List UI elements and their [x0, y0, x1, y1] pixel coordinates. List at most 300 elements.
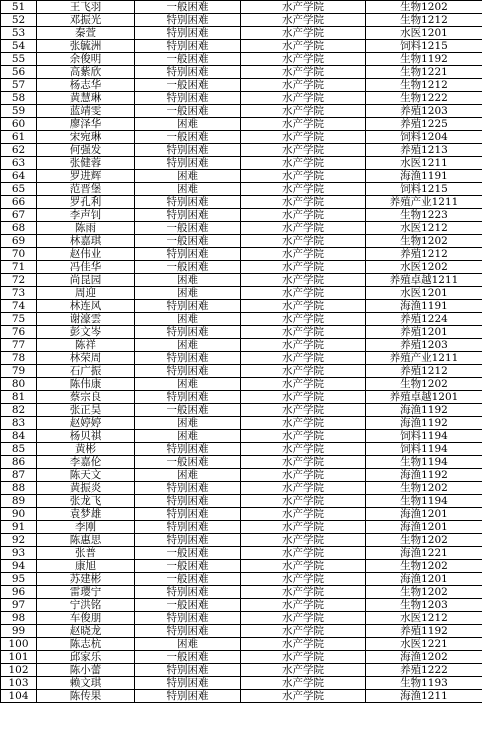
table-row	[1, 638, 482, 651]
college-cell: 水产学院	[241, 599, 366, 612]
row-number-cell: 58	[1, 92, 37, 105]
student-name-cell: 宋宛琳	[37, 131, 135, 144]
row-number-cell: 57	[1, 79, 37, 92]
table-row	[1, 547, 482, 560]
row-number-cell: 79	[1, 365, 37, 378]
class-name-cell: 饲料1204	[366, 131, 482, 144]
class-name-cell: 生物1194	[366, 495, 482, 508]
table-row	[1, 651, 482, 664]
table-row	[1, 430, 482, 443]
college-cell: 水产学院	[241, 534, 366, 547]
class-name-cell: 海渔1201	[366, 521, 482, 534]
row-number-cell: 72	[1, 274, 37, 287]
row-number-cell: 69	[1, 235, 37, 248]
row-number-cell: 85	[1, 443, 37, 456]
difficulty-level-cell: 一般困难	[135, 235, 241, 248]
row-number-cell: 67	[1, 209, 37, 222]
college-cell: 水产学院	[241, 664, 366, 677]
class-name-cell: 海渔1211	[366, 690, 482, 703]
row-number-cell: 61	[1, 131, 37, 144]
class-name-cell: 海渔1201	[366, 573, 482, 586]
table-row	[1, 300, 482, 313]
class-name-cell: 养殖产业1211	[366, 196, 482, 209]
table-row	[1, 183, 482, 196]
row-number-cell: 94	[1, 560, 37, 573]
table-row	[1, 222, 482, 235]
table-row	[1, 404, 482, 417]
table-row	[1, 27, 482, 40]
college-cell: 水产学院	[241, 235, 366, 248]
college-cell: 水产学院	[241, 79, 366, 92]
row-number-cell: 98	[1, 612, 37, 625]
table-row	[1, 495, 482, 508]
college-cell: 水产学院	[241, 261, 366, 274]
difficulty-level-cell: 一般困难	[135, 651, 241, 664]
student-name-cell: 余俊明	[37, 53, 135, 66]
table-row	[1, 92, 482, 105]
table-row	[1, 417, 482, 430]
class-name-cell: 海渔1191	[366, 300, 482, 313]
college-cell: 水产学院	[241, 482, 366, 495]
student-name-cell: 李嘉伦	[37, 456, 135, 469]
college-cell: 水产学院	[241, 586, 366, 599]
row-number-cell: 53	[1, 27, 37, 40]
college-cell: 水产学院	[241, 352, 366, 365]
table-row	[1, 339, 482, 352]
college-cell: 水产学院	[241, 651, 366, 664]
table-row	[1, 14, 482, 27]
student-name-cell: 何强发	[37, 144, 135, 157]
college-cell: 水产学院	[241, 1, 366, 14]
class-name-cell: 生物1202	[366, 560, 482, 573]
student-name-cell: 陈伟康	[37, 378, 135, 391]
row-number-cell: 68	[1, 222, 37, 235]
class-name-cell: 水医1212	[366, 612, 482, 625]
table-row	[1, 534, 482, 547]
class-name-cell: 饲料1215	[366, 40, 482, 53]
row-number-cell: 52	[1, 14, 37, 27]
row-number-cell: 59	[1, 105, 37, 118]
college-cell: 水产学院	[241, 638, 366, 651]
table-row	[1, 469, 482, 482]
class-name-cell: 海渔1192	[366, 417, 482, 430]
college-cell: 水产学院	[241, 14, 366, 27]
college-cell: 水产学院	[241, 625, 366, 638]
class-name-cell: 生物1202	[366, 378, 482, 391]
college-cell: 水产学院	[241, 313, 366, 326]
difficulty-level-cell: 一般困难	[135, 560, 241, 573]
table-row	[1, 40, 482, 53]
student-name-cell: 赵晓龙	[37, 625, 135, 638]
row-number-cell: 91	[1, 521, 37, 534]
college-cell: 水产学院	[241, 144, 366, 157]
difficulty-level-cell: 困难	[135, 118, 241, 131]
difficulty-level-cell: 特别困难	[135, 612, 241, 625]
student-name-cell: 李声钊	[37, 209, 135, 222]
difficulty-level-cell: 特别困难	[135, 625, 241, 638]
table-row	[1, 391, 482, 404]
difficulty-level-cell: 特别困难	[135, 352, 241, 365]
table-row	[1, 508, 482, 521]
student-name-cell: 林连风	[37, 300, 135, 313]
row-number-cell: 60	[1, 118, 37, 131]
class-name-cell: 生物1193	[366, 677, 482, 690]
student-name-cell: 黄慧琳	[37, 92, 135, 105]
college-cell: 水产学院	[241, 378, 366, 391]
student-name-cell: 罗进辉	[37, 170, 135, 183]
class-name-cell: 养殖1225	[366, 118, 482, 131]
difficulty-level-cell: 特别困难	[135, 92, 241, 105]
row-number-cell: 74	[1, 300, 37, 313]
college-cell: 水产学院	[241, 456, 366, 469]
class-name-cell: 生物1212	[366, 79, 482, 92]
table-row	[1, 79, 482, 92]
row-number-cell: 70	[1, 248, 37, 261]
student-name-cell: 石广振	[37, 365, 135, 378]
table-row	[1, 560, 482, 573]
class-name-cell: 水医1202	[366, 261, 482, 274]
table-row	[1, 170, 482, 183]
difficulty-level-cell: 特别困难	[135, 690, 241, 703]
class-name-cell: 生物1212	[366, 14, 482, 27]
college-cell: 水产学院	[241, 326, 366, 339]
difficulty-level-cell: 一般困难	[135, 599, 241, 612]
college-cell: 水产学院	[241, 300, 366, 313]
table-row	[1, 573, 482, 586]
college-cell: 水产学院	[241, 365, 366, 378]
student-table-body	[1, 1, 482, 703]
table-row	[1, 287, 482, 300]
difficulty-level-cell: 困难	[135, 183, 241, 196]
row-number-cell: 93	[1, 547, 37, 560]
college-cell: 水产学院	[241, 105, 366, 118]
row-number-cell: 71	[1, 261, 37, 274]
difficulty-level-cell: 困难	[135, 313, 241, 326]
college-cell: 水产学院	[241, 157, 366, 170]
class-name-cell: 养殖1212	[366, 248, 482, 261]
class-name-cell: 生物1192	[366, 53, 482, 66]
class-name-cell: 水医1201	[366, 287, 482, 300]
row-number-cell: 100	[1, 638, 37, 651]
class-name-cell: 水医1201	[366, 27, 482, 40]
table-row	[1, 482, 482, 495]
college-cell: 水产学院	[241, 495, 366, 508]
difficulty-level-cell: 困难	[135, 638, 241, 651]
student-name-cell: 杨贝祺	[37, 430, 135, 443]
difficulty-level-cell: 困难	[135, 417, 241, 430]
student-name-cell: 陈小蕾	[37, 664, 135, 677]
student-name-cell: 苏建彬	[37, 573, 135, 586]
class-name-cell: 养殖1222	[366, 664, 482, 677]
class-name-cell: 养殖产业1211	[366, 352, 482, 365]
class-name-cell: 养殖1203	[366, 339, 482, 352]
row-number-cell: 88	[1, 482, 37, 495]
row-number-cell: 56	[1, 66, 37, 79]
class-name-cell: 养殖1201	[366, 326, 482, 339]
table-row	[1, 664, 482, 677]
college-cell: 水产学院	[241, 196, 366, 209]
row-number-cell: 101	[1, 651, 37, 664]
student-name-cell: 陈志杭	[37, 638, 135, 651]
table-row	[1, 326, 482, 339]
table-row	[1, 144, 482, 157]
table-row	[1, 53, 482, 66]
table-row	[1, 1, 482, 14]
student-name-cell: 冯佳华	[37, 261, 135, 274]
difficulty-level-cell: 一般困难	[135, 222, 241, 235]
row-number-cell: 63	[1, 157, 37, 170]
student-name-cell: 范晋堡	[37, 183, 135, 196]
class-name-cell: 养殖卓越1211	[366, 274, 482, 287]
class-name-cell: 海渔1221	[366, 547, 482, 560]
table-row	[1, 352, 482, 365]
row-number-cell: 92	[1, 534, 37, 547]
row-number-cell: 77	[1, 339, 37, 352]
row-number-cell: 103	[1, 677, 37, 690]
college-cell: 水产学院	[241, 573, 366, 586]
table-row	[1, 209, 482, 222]
difficulty-level-cell: 特别困难	[135, 482, 241, 495]
table-row	[1, 118, 482, 131]
student-name-cell: 林嘉琪	[37, 235, 135, 248]
table-row	[1, 105, 482, 118]
table-row	[1, 196, 482, 209]
row-number-cell: 75	[1, 313, 37, 326]
row-number-cell: 73	[1, 287, 37, 300]
class-name-cell: 生物1221	[366, 66, 482, 79]
class-name-cell: 生物1202	[366, 586, 482, 599]
table-row	[1, 66, 482, 79]
student-name-cell: 罗孔利	[37, 196, 135, 209]
table-row	[1, 235, 482, 248]
difficulty-level-cell: 一般困难	[135, 79, 241, 92]
difficulty-level-cell: 一般困难	[135, 456, 241, 469]
row-number-cell: 86	[1, 456, 37, 469]
class-name-cell: 生物1202	[366, 534, 482, 547]
college-cell: 水产学院	[241, 521, 366, 534]
difficulty-level-cell: 困难	[135, 287, 241, 300]
row-number-cell: 83	[1, 417, 37, 430]
difficulty-level-cell: 困难	[135, 274, 241, 287]
college-cell: 水产学院	[241, 391, 366, 404]
student-name-cell: 雷璎宁	[37, 586, 135, 599]
row-number-cell: 87	[1, 469, 37, 482]
class-name-cell: 饲料1194	[366, 430, 482, 443]
difficulty-level-cell: 特别困难	[135, 677, 241, 690]
class-name-cell: 生物1202	[366, 1, 482, 14]
row-number-cell: 51	[1, 1, 37, 14]
student-name-cell: 尚昆园	[37, 274, 135, 287]
student-name-cell: 杨志华	[37, 79, 135, 92]
class-name-cell: 养殖1212	[366, 365, 482, 378]
student-name-cell: 陈祥	[37, 339, 135, 352]
class-name-cell: 养殖1203	[366, 105, 482, 118]
row-number-cell: 65	[1, 183, 37, 196]
difficulty-level-cell: 特别困难	[135, 521, 241, 534]
difficulty-level-cell: 特别困难	[135, 40, 241, 53]
row-number-cell: 64	[1, 170, 37, 183]
student-name-cell: 彭文岑	[37, 326, 135, 339]
class-name-cell: 养殖1224	[366, 313, 482, 326]
row-number-cell: 102	[1, 664, 37, 677]
difficulty-level-cell: 特别困难	[135, 664, 241, 677]
student-name-cell: 陈传果	[37, 690, 135, 703]
table-row	[1, 599, 482, 612]
difficulty-level-cell: 困难	[135, 170, 241, 183]
row-number-cell: 97	[1, 599, 37, 612]
table-row	[1, 378, 482, 391]
college-cell: 水产学院	[241, 274, 366, 287]
row-number-cell: 99	[1, 625, 37, 638]
difficulty-level-cell: 特别困难	[135, 534, 241, 547]
college-cell: 水产学院	[241, 118, 366, 131]
student-name-cell: 黄振炎	[37, 482, 135, 495]
class-name-cell: 养殖1192	[366, 625, 482, 638]
class-name-cell: 水医1212	[366, 222, 482, 235]
difficulty-level-cell: 特别困难	[135, 508, 241, 521]
difficulty-level-cell: 一般困难	[135, 1, 241, 14]
table-row	[1, 521, 482, 534]
difficulty-level-cell: 特别困难	[135, 391, 241, 404]
college-cell: 水产学院	[241, 53, 366, 66]
college-cell: 水产学院	[241, 417, 366, 430]
table-row	[1, 313, 482, 326]
student-name-cell: 张普	[37, 547, 135, 560]
row-number-cell: 104	[1, 690, 37, 703]
student-name-cell: 秦萱	[37, 27, 135, 40]
class-name-cell: 生物1222	[366, 92, 482, 105]
row-number-cell: 95	[1, 573, 37, 586]
difficulty-level-cell: 一般困难	[135, 53, 241, 66]
student-name-cell: 蔡宗良	[37, 391, 135, 404]
row-number-cell: 84	[1, 430, 37, 443]
class-name-cell: 生物1223	[366, 209, 482, 222]
table-row	[1, 677, 482, 690]
student-name-cell: 赵伟业	[37, 248, 135, 261]
class-name-cell: 水医1221	[366, 638, 482, 651]
college-cell: 水产学院	[241, 170, 366, 183]
table-row	[1, 157, 482, 170]
class-name-cell: 生物1194	[366, 456, 482, 469]
table-row	[1, 248, 482, 261]
difficulty-level-cell: 特别困难	[135, 300, 241, 313]
difficulty-level-cell: 一般困难	[135, 404, 241, 417]
student-name-cell: 袁梦雄	[37, 508, 135, 521]
table-row	[1, 443, 482, 456]
row-number-cell: 81	[1, 391, 37, 404]
student-name-cell: 宁洪铭	[37, 599, 135, 612]
class-name-cell: 海渔1191	[366, 170, 482, 183]
table-row	[1, 365, 482, 378]
class-name-cell: 海渔1192	[366, 404, 482, 417]
student-name-cell: 陈天文	[37, 469, 135, 482]
student-name-cell: 张龙飞	[37, 495, 135, 508]
table-row	[1, 274, 482, 287]
class-name-cell: 海渔1202	[366, 651, 482, 664]
difficulty-level-cell: 特别困难	[135, 27, 241, 40]
student-name-cell: 黄彬	[37, 443, 135, 456]
college-cell: 水产学院	[241, 469, 366, 482]
row-number-cell: 78	[1, 352, 37, 365]
student-name-cell: 赖文琪	[37, 677, 135, 690]
college-cell: 水产学院	[241, 612, 366, 625]
row-number-cell: 54	[1, 40, 37, 53]
college-cell: 水产学院	[241, 547, 366, 560]
row-number-cell: 89	[1, 495, 37, 508]
class-name-cell: 海渔1192	[366, 469, 482, 482]
table-row	[1, 261, 482, 274]
student-name-cell: 高紫欣	[37, 66, 135, 79]
class-name-cell: 饲料1215	[366, 183, 482, 196]
class-name-cell: 水医1211	[366, 157, 482, 170]
table-row	[1, 586, 482, 599]
class-name-cell: 养殖卓越1201	[366, 391, 482, 404]
difficulty-level-cell: 特别困难	[135, 196, 241, 209]
college-cell: 水产学院	[241, 209, 366, 222]
row-number-cell: 80	[1, 378, 37, 391]
college-cell: 水产学院	[241, 40, 366, 53]
difficulty-level-cell: 困难	[135, 430, 241, 443]
student-name-cell: 李刚	[37, 521, 135, 534]
student-name-cell: 张健蓉	[37, 157, 135, 170]
difficulty-level-cell: 特别困难	[135, 495, 241, 508]
table-row	[1, 131, 482, 144]
difficulty-level-cell: 一般困难	[135, 131, 241, 144]
class-name-cell: 生物1202	[366, 482, 482, 495]
college-cell: 水产学院	[241, 27, 366, 40]
student-name-cell: 车俊朋	[37, 612, 135, 625]
difficulty-level-cell: 特别困难	[135, 144, 241, 157]
row-number-cell: 66	[1, 196, 37, 209]
class-name-cell: 生物1203	[366, 599, 482, 612]
table-row	[1, 690, 482, 703]
row-number-cell: 90	[1, 508, 37, 521]
college-cell: 水产学院	[241, 183, 366, 196]
difficulty-level-cell: 特别困难	[135, 14, 241, 27]
row-number-cell: 55	[1, 53, 37, 66]
table-row	[1, 625, 482, 638]
student-name-cell: 邱家乐	[37, 651, 135, 664]
difficulty-level-cell: 困难	[135, 378, 241, 391]
row-number-cell: 96	[1, 586, 37, 599]
student-name-cell: 林荣周	[37, 352, 135, 365]
difficulty-level-cell: 特别困难	[135, 157, 241, 170]
college-cell: 水产学院	[241, 404, 366, 417]
student-name-cell: 邓振光	[37, 14, 135, 27]
difficulty-level-cell: 困难	[135, 339, 241, 352]
class-name-cell: 饲料1194	[366, 443, 482, 456]
row-number-cell: 82	[1, 404, 37, 417]
college-cell: 水产学院	[241, 287, 366, 300]
college-cell: 水产学院	[241, 430, 366, 443]
college-cell: 水产学院	[241, 443, 366, 456]
class-name-cell: 海渔1201	[366, 508, 482, 521]
class-name-cell: 生物1202	[366, 235, 482, 248]
student-name-cell: 陈惠思	[37, 534, 135, 547]
row-number-cell: 76	[1, 326, 37, 339]
student-name-cell: 张正昊	[37, 404, 135, 417]
college-cell: 水产学院	[241, 222, 366, 235]
difficulty-level-cell: 困难	[135, 469, 241, 482]
college-cell: 水产学院	[241, 248, 366, 261]
college-cell: 水产学院	[241, 131, 366, 144]
difficulty-level-cell: 一般困难	[135, 547, 241, 560]
college-cell: 水产学院	[241, 339, 366, 352]
student-name-cell: 张毓洲	[37, 40, 135, 53]
difficulty-level-cell: 特别困难	[135, 326, 241, 339]
student-name-cell: 周迎	[37, 287, 135, 300]
table-row	[1, 456, 482, 469]
